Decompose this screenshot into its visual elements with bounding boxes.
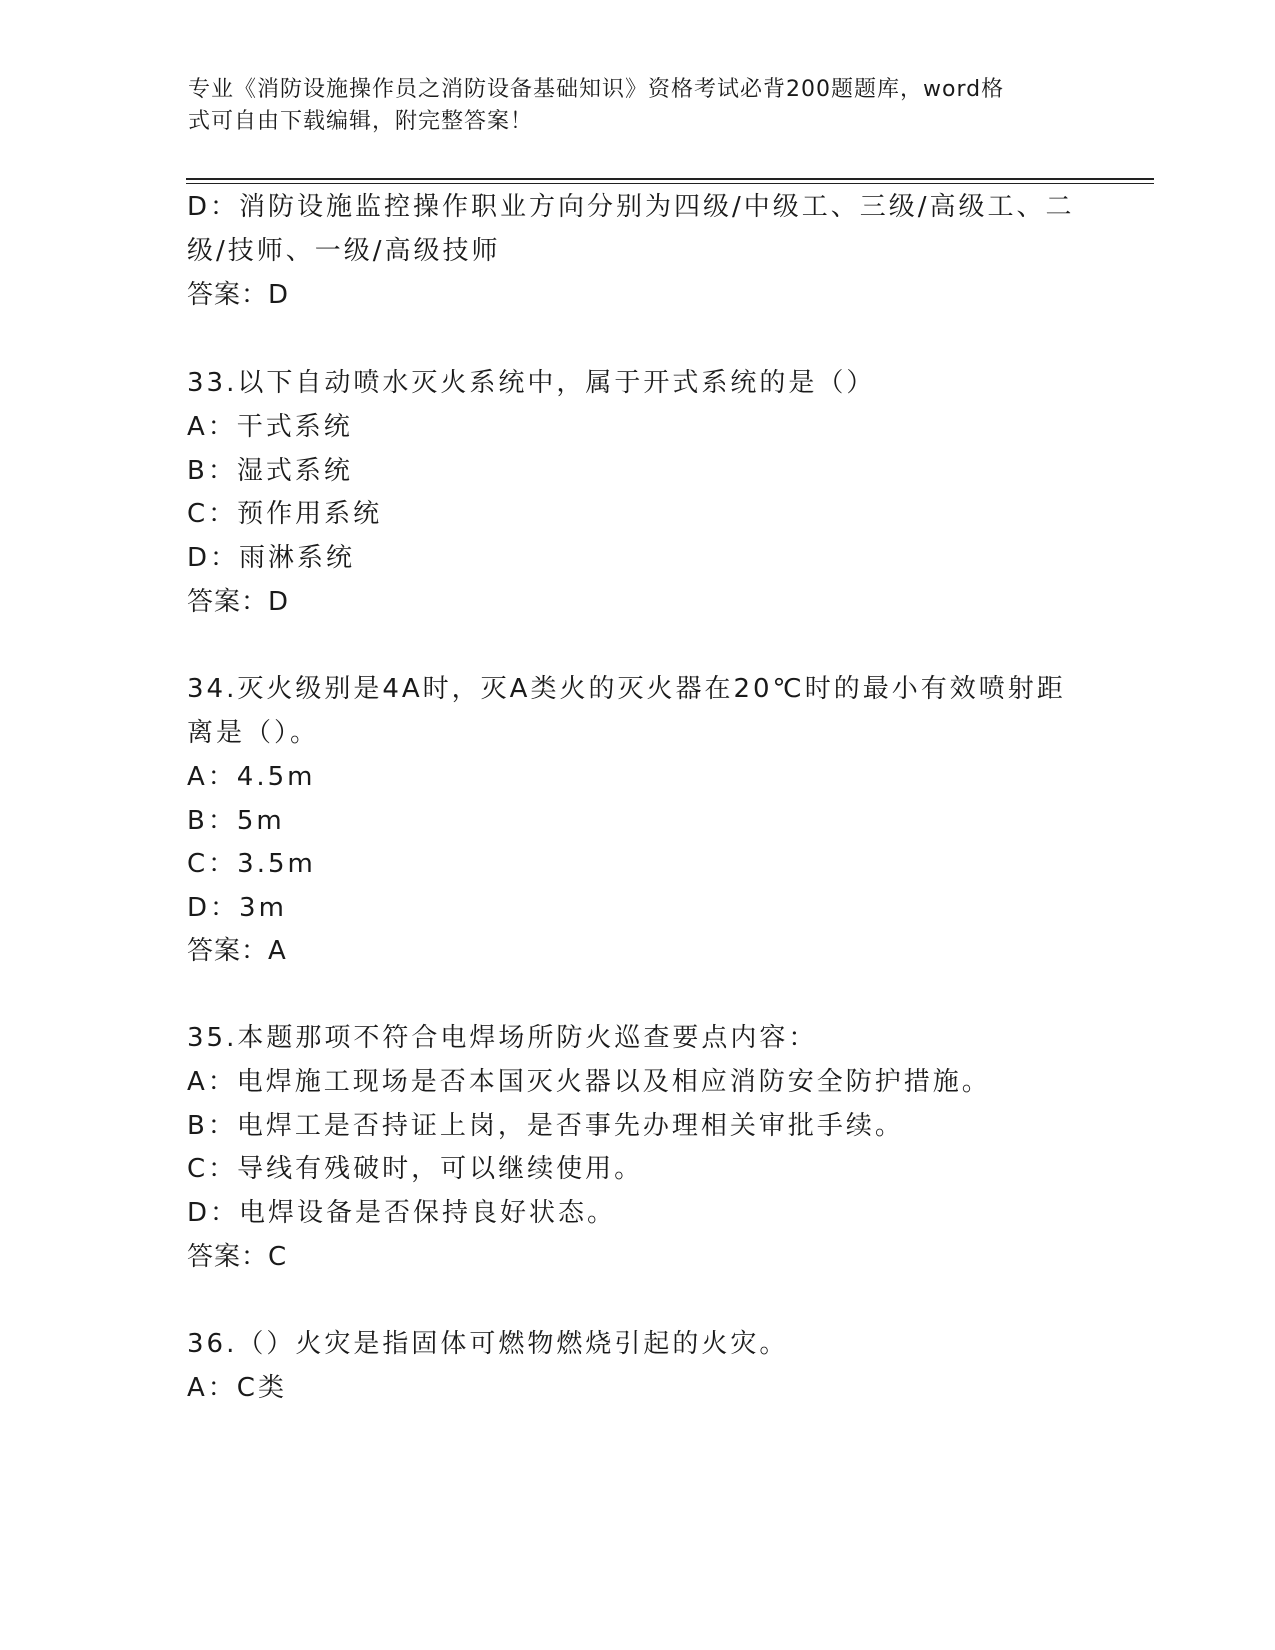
q34-stem-line-1: 34.灭火级别是4A时，灭A类火的灭火器在20℃时的最小有效喷射距 (187, 674, 1066, 704)
q34-answer: 答案：A (187, 936, 287, 966)
header-line-2: 式可自由下载编辑，附完整答案！ (188, 109, 534, 134)
q35-option-d: D：电焊设备是否保持良好状态。 (187, 1198, 617, 1228)
q33-option-a: A：干式系统 (187, 412, 353, 442)
q32-answer: 答案：D (187, 280, 290, 310)
header-rule-thick (186, 178, 1154, 180)
q35-stem: 35.本题那项不符合电焊场所防火巡查要点内容： (187, 1023, 818, 1053)
q32-option-d-line-1: D：消防设施监控操作职业方向分别为四级/中级工、三级/高级工、二 (187, 192, 1075, 222)
q33-option-c: C：预作用系统 (187, 499, 383, 529)
q34-option-d: D：3m (187, 893, 287, 923)
q35-option-c: C：导线有残破时，可以继续使用。 (187, 1154, 644, 1184)
q36-stem: 36.（）火灾是指固体可燃物燃烧引起的火灾。 (187, 1329, 789, 1359)
q34-stem-line-2: 离是（）。 (187, 718, 320, 748)
q36-option-a: A：C类 (187, 1373, 287, 1403)
q33-stem: 33.以下自动喷水灭火系统中，属于开式系统的是（） (187, 368, 876, 398)
q33-option-b: B：湿式系统 (187, 456, 353, 486)
document-header (188, 74, 1068, 138)
q35-answer: 答案：C (187, 1242, 288, 1272)
q35-option-b: B：电焊工是否持证上岗，是否事先办理相关审批手续。 (187, 1111, 904, 1141)
q35-option-a: A：电焊施工现场是否本国灭火器以及相应消防安全防护措施。 (187, 1067, 991, 1097)
q33-answer: 答案：D (187, 587, 290, 617)
q34-option-b: B：5m (187, 806, 285, 836)
q34-option-c: C：3.5m (187, 849, 316, 879)
q33-option-d: D：雨淋系统 (187, 543, 356, 573)
header-rule-thin (186, 183, 1154, 184)
q34-option-a: A：4.5m (187, 762, 316, 792)
q32-option-d-line-2: 级/技师、一级/高级技师 (187, 236, 501, 266)
header-line-1: 专业《消防设施操作员之消防设备基础知识》资格考试必背200题题库，word格 (188, 77, 1005, 102)
